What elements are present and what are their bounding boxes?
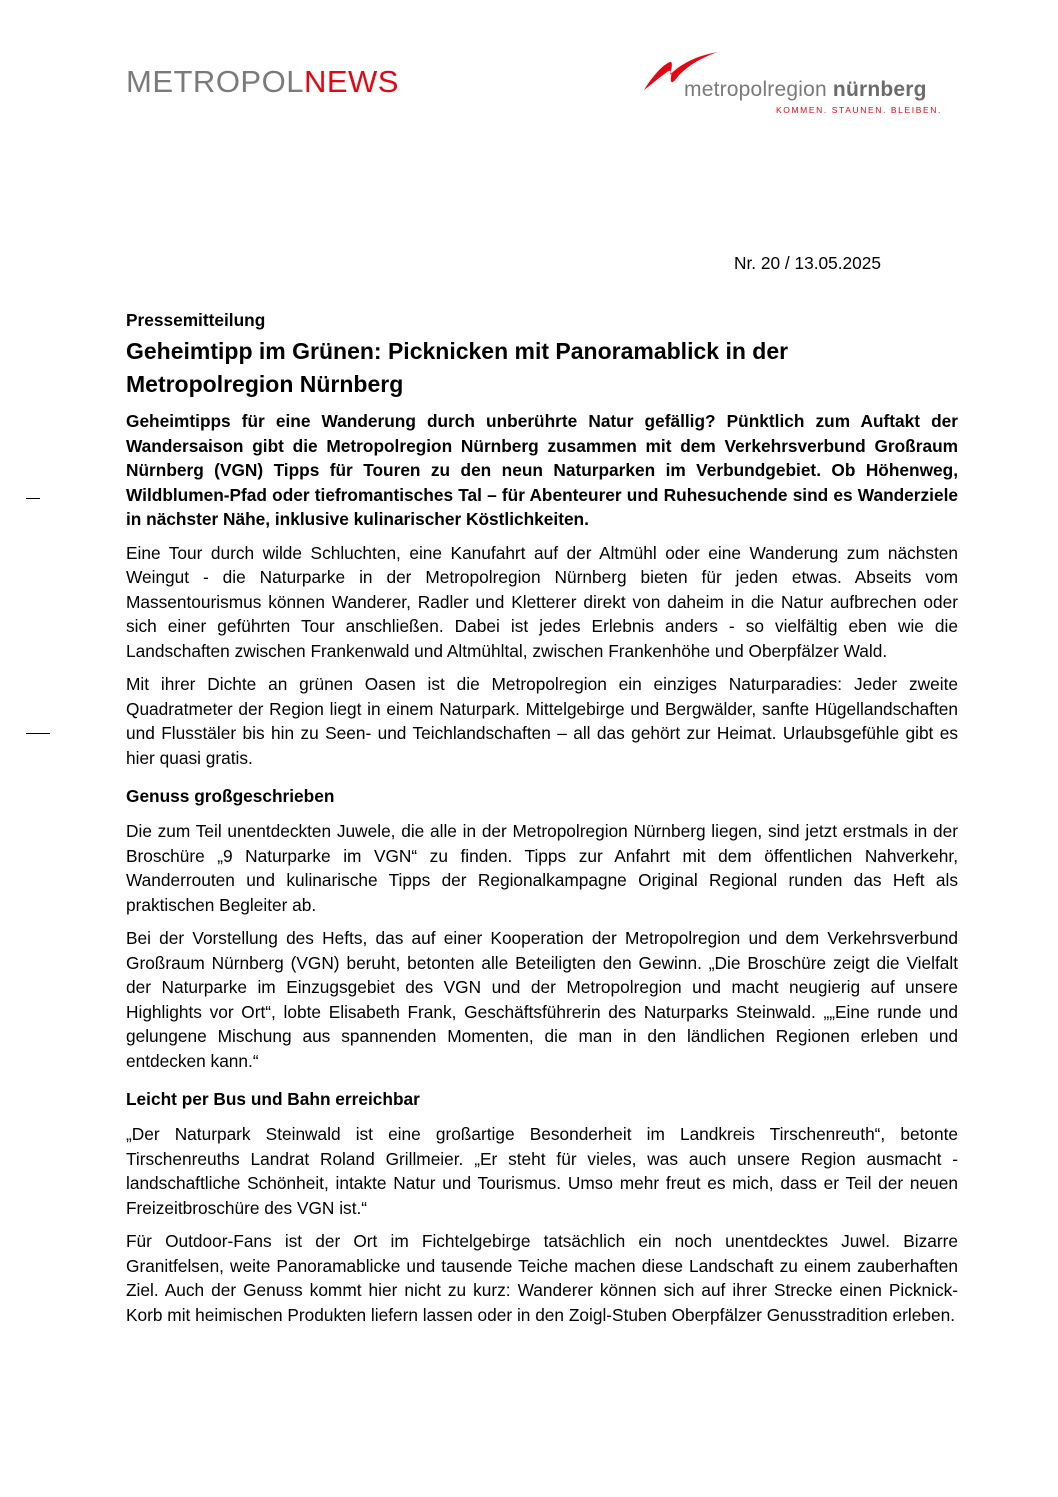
article-paragraph: Bei der Vorstellung des Hefts, das auf einer Kooperation der Metropolregion und dem Verkehrsverbund Großraum Nürnberg (VGN) beruht, betonten alle Beteiligten den Gewinn. „Die Broschüre zeigt die Vielfalt der Naturparke im Einzugsgebiet des VGN und der Metropolregion und macht neugierig auf unsere Highlights vor Ort“, lobte Elisabeth Frank, Geschäftsführerin des Naturparks Steinwald. „„Eine runde und gelungene Mischung aus spannenden Momenten, die man in den ländlichen Regionen erleben und entdecken kann.“: [126, 928, 958, 1071]
logo-word-light: metropolregion: [684, 78, 833, 101]
article-subheading: Genuss großgeschrieben: [126, 786, 335, 806]
logo-word-bold: nürnberg: [832, 78, 927, 101]
masthead: [126, 62, 399, 102]
logo-tagline: KOMMEN. STAUNEN. BLEIBEN.: [776, 105, 942, 115]
masthead-news: NEWS: [303, 64, 399, 99]
article-kicker: Pressemitteilung: [126, 310, 266, 330]
article-paragraph: „Der Naturpark Steinwald ist eine großartige Besonderheit im Landkreis Tirschenreuth“, betonte Tirschenreuths Landrat Roland Grillmeier. „Er steht für vieles, was auch unsere Region ausmacht - landschaftliche Schönheit, intakte Natur und Tourismus. Umso mehr freut es mich, dass er Teil der neuen Freizeitbroschüre des VGN ist.“: [126, 1124, 958, 1218]
punch-mark: [26, 733, 50, 734]
article-headline: Geheimtipp im Grünen: Picknicken mit Panoramablick in der Metropolregion Nürnberg: [126, 338, 789, 397]
article: [126, 308, 958, 1336]
fold-mark: [26, 498, 40, 499]
masthead-metropol: METROPOL: [126, 64, 304, 99]
article-lead: Geheimtipps für eine Wanderung durch unberührte Natur gefällig? Pünktlich zum Auftakt der Wandersaison gibt die Metropolregion Nürnberg zusammen mit dem Verkehrsverbund Großraum Nürnberg (VGN) Tipps für Touren zu den neun Naturparken im Verbundgebiet. Ob Höhenweg, Wildblumen-Pfad oder tiefromantisches Tal – für Abenteurer und Ruhesuchende sind es Wanderziele in nächster Nähe, inklusive kulinarischer Köstlichkeiten.: [126, 411, 958, 529]
article-subheading: Leicht per Bus und Bahn erreichbar: [126, 1089, 420, 1109]
metropolregion-logo: [640, 48, 950, 120]
logo-wordmark: [684, 78, 927, 102]
issue-number-date: Nr. 20 / 13.05.2025: [734, 253, 881, 273]
article-paragraph: Für Outdoor-Fans ist der Ort im Fichtelgebirge tatsächlich ein noch unentdecktes Juwel. Bizarre Granitfelsen, weite Panoramablicke und tausende Teiche machen diese Landschaft zu einem zauberhaften Ziel. Auch der Genuss kommt hier nicht zu kurz: Wanderer können sich auf ihrer Strecke einen Picknick-Korb mit heimischen Produkten liefern lassen oder in den Zoigl-Stuben Oberpfälzer Genusstradition erleben.: [126, 1231, 958, 1325]
article-paragraph: Mit ihrer Dichte an grünen Oasen ist die Metropolregion ein einziges Naturparadies: Jeder zweite Quadratmeter der Region liegt in einem Naturpark. Mittelgebirge und Bergwälder, sanfte Hügellandschaften und Flusstäler bis hin zu Seen- und Teichlandschaften – all das gehört zur Heimat. Urlaubsgefühle gibt es hier quasi gratis.: [126, 674, 958, 768]
article-paragraph: Eine Tour durch wilde Schluchten, eine Kanufahrt auf der Altmühl oder eine Wanderung zum nächsten Weingut - die Naturparke in der Metropolregion Nürnberg bieten für jeden etwas. Abseits vom Massentourismus können Wanderer, Radler und Kletterer direkt von daheim in die Natur aufbrechen oder sich einer geführten Tour anschließen. Dabei ist jedes Erlebnis anders - so vielfältig eben wie die Landschaften zwischen Frankenwald und Altmühltal, zwischen Frankenhöhe und Oberpfälzer Wald.: [126, 542, 958, 661]
article-paragraph: Die zum Teil unentdeckten Juwele, die alle in der Metropolregion Nürnberg liegen, sind jetzt erstmals in der Broschüre „9 Naturparke im VGN“ zu finden. Tipps zur Anfahrt mit dem öffentlichen Nahverkehr, Wanderrouten und kulinarische Tipps der Regionalkampagne Original Regional runden das Heft als praktischen Begleiter ab.: [126, 821, 958, 915]
